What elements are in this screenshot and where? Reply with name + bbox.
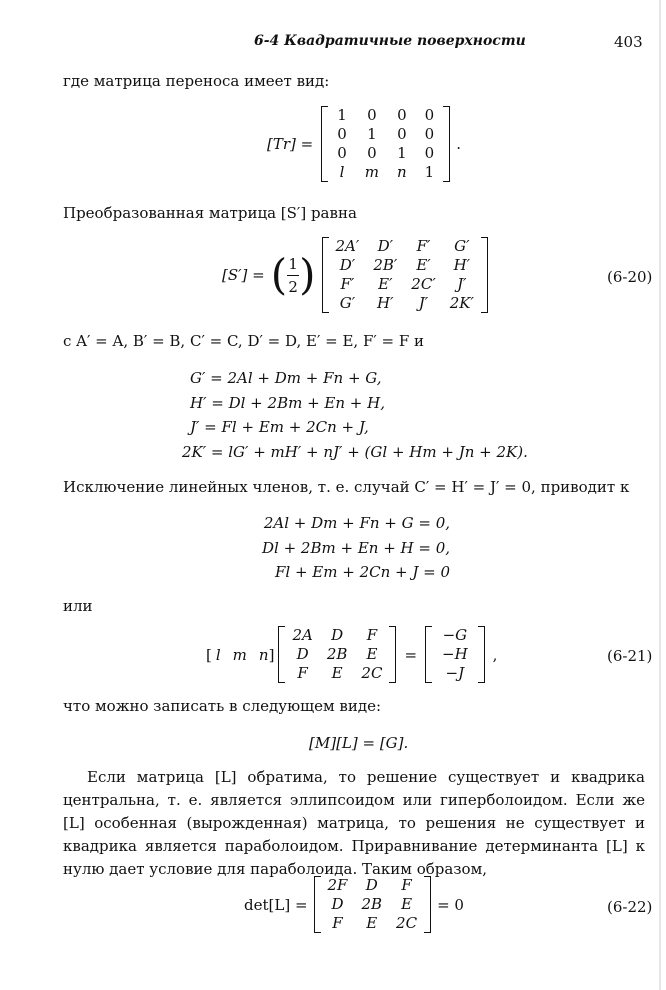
matrix-l-body xyxy=(285,626,389,683)
fraction-numerator: 1 xyxy=(288,254,298,273)
vector-cell: −H xyxy=(442,645,468,663)
matrix-cell: 0 xyxy=(424,106,435,124)
text-equalities: с A′ = A, B′ = B, C′ = C, D′ = D, E′ = E, F′ = F и xyxy=(63,332,425,350)
page-number: 403 xyxy=(614,33,643,51)
left-bracket xyxy=(278,626,285,683)
matrix-cell: 2B xyxy=(361,895,383,913)
matrix-cell: m xyxy=(364,163,379,181)
definition-h-prime: H′ = Dl + 2Bm + En + H, xyxy=(190,393,385,412)
matrix-cell: G′ xyxy=(454,237,470,255)
matrix-cell: F′ xyxy=(340,275,355,293)
right-bracket xyxy=(424,876,431,933)
equals-zero: = 0 xyxy=(437,895,464,914)
matrix-row xyxy=(328,144,443,163)
matrix-cell: E xyxy=(331,664,343,682)
equation-determinant xyxy=(244,876,464,933)
matrix-s-prime-body xyxy=(329,237,481,313)
matrix-row xyxy=(328,125,443,144)
matrix-cell: F xyxy=(401,876,412,894)
text-compact-form-intro: что можно записать в следующем виде: xyxy=(63,697,382,715)
text-transformed-matrix-intro: Преобразованная матрица [S′] равна xyxy=(63,204,357,222)
right-bracket xyxy=(478,626,485,683)
matrix-s-prime xyxy=(322,237,488,313)
matrix-cell: F xyxy=(366,626,378,644)
matrix-row xyxy=(285,626,389,645)
matrix-cell: 1 xyxy=(367,125,377,143)
vector-row xyxy=(432,626,478,645)
matrix-row xyxy=(328,106,443,125)
trailing-comma: , xyxy=(492,645,498,664)
system-line-2: Dl + 2Bm + En + H = 0, xyxy=(262,538,451,557)
matrix-cell: 0 xyxy=(424,125,435,143)
text-exclusion: Исключение линейных членов, т. е. случай C′ = H′ = J′ = 0, приводит к xyxy=(63,478,630,496)
lhs-tr: [Tr] = xyxy=(267,135,314,153)
matrix-cell: 1 xyxy=(337,106,347,124)
matrix-cell: E xyxy=(401,895,413,913)
matrix-cell: 0 xyxy=(367,106,377,124)
paren-close: ) xyxy=(299,250,316,299)
matrix-cell: 1 xyxy=(424,163,435,181)
matrix-cell: F xyxy=(297,664,308,682)
row-vector-m: m xyxy=(232,645,247,664)
vector-rhs xyxy=(425,626,485,683)
vector-row xyxy=(432,645,478,664)
matrix-cell: 2F xyxy=(327,876,348,894)
matrix-row xyxy=(285,645,389,664)
matrix-cell: E′ xyxy=(378,275,393,293)
equation-number-6-21: (6-21) xyxy=(607,647,653,665)
lhs-det: det[L] = xyxy=(244,895,308,914)
matrix-cell: 0 xyxy=(337,125,347,143)
matrix-row xyxy=(329,256,481,275)
text-paraboloid-condition: Если матрица [L] обратима, то решение существует и квадрика центральна, т. е. является эллипсоидом или гиперболоидом. Если же [L] особенная (вырожденная) матрица, то решения не существует и квадрика является параболоидом. Приравнивание детерминанта [L] к нулю дает условие для параболоида. Таким образом, xyxy=(63,768,645,878)
matrix-cell: D xyxy=(331,895,344,913)
definition-g-prime: G′ = 2Al + Dm + Fn + G, xyxy=(190,369,382,387)
fraction-one-half xyxy=(287,255,299,296)
matrix-cell: D′ xyxy=(377,237,394,255)
vector-row xyxy=(432,664,478,683)
matrix-cell: l xyxy=(339,163,345,181)
matrix-cell: 0 xyxy=(397,125,407,143)
matrix-cell: 0 xyxy=(397,106,407,124)
matrix-row xyxy=(321,895,425,914)
running-header: 6-4 Квадратичные поверхности xyxy=(254,33,526,49)
equals-sign: = xyxy=(404,645,418,664)
matrix-cell: 2B′ xyxy=(373,256,398,274)
matrix-l xyxy=(278,626,396,683)
matrix-cell: 0 xyxy=(367,144,377,162)
definition-2k-prime: 2K′ = lG′ + mH′ + nJ′ + (Gl + Hm + Jn + 2K). xyxy=(182,442,528,461)
matrix-row xyxy=(285,664,389,683)
matrix-cell: D xyxy=(365,876,378,894)
matrix-cell: H′ xyxy=(377,294,394,312)
right-bracket xyxy=(481,237,488,313)
system-line-1: 2Al + Dm + Fn + G = 0, xyxy=(263,514,451,532)
matrix-row xyxy=(329,275,481,294)
scan-edge-shadow xyxy=(659,0,661,990)
definition-j-prime: J′ = Fl + Em + 2Cn + J, xyxy=(190,418,369,436)
equation-compact: [M][L] = [G]. xyxy=(309,734,409,752)
fraction-denominator: 2 xyxy=(288,277,298,296)
equation-definitions xyxy=(182,366,528,464)
matrix-cell: 0 xyxy=(337,144,347,162)
right-bracket xyxy=(389,626,396,683)
row-vector-l: l xyxy=(215,645,221,664)
matrix-cell: J′ xyxy=(418,294,429,312)
matrix-cell: 2C xyxy=(396,914,418,932)
equation-number-6-22: (6-22) xyxy=(607,898,653,916)
matrix-cell: D xyxy=(296,645,309,663)
equation-translation-matrix xyxy=(267,106,461,182)
matrix-cell: F′ xyxy=(416,237,431,255)
matrix-row xyxy=(321,914,425,933)
matrix-cell: D′ xyxy=(339,256,356,274)
text-translation-matrix-intro: где матрица переноса имеет вид: xyxy=(63,72,330,90)
trailing-period: . xyxy=(456,135,461,153)
matrix-det xyxy=(314,876,432,933)
equation-transformed-matrix xyxy=(222,237,488,313)
matrix-cell: 2A′ xyxy=(335,237,360,255)
matrix-cell: 2C′ xyxy=(411,275,436,293)
vector-cell: −G xyxy=(442,626,468,644)
matrix-row xyxy=(329,294,481,313)
lhs-s-prime: [S′] = xyxy=(222,266,265,284)
equation-matrix-form: [ l m n ] 2A D F D 2B E F E 2C = −G −H −J , xyxy=(206,626,498,682)
vector-rhs-body xyxy=(432,626,478,683)
matrix-cell: E xyxy=(366,645,378,663)
matrix-cell: G′ xyxy=(339,294,356,312)
matrix-tr xyxy=(321,106,450,182)
text-or: или xyxy=(63,597,93,615)
system-line-3: Fl + Em + 2Cn + J = 0 xyxy=(275,563,451,581)
matrix-cell: n xyxy=(397,163,407,181)
left-bracket xyxy=(322,237,329,313)
matrix-cell: 2B xyxy=(326,645,348,663)
equation-number-6-20: (6-20) xyxy=(607,268,653,286)
matrix-cell: 2K′ xyxy=(449,294,474,312)
fraction-bar xyxy=(287,275,299,276)
left-bracket xyxy=(314,876,321,933)
matrix-tr-body xyxy=(328,106,443,182)
vector-cell: −J xyxy=(445,664,465,682)
matrix-cell: 2C xyxy=(361,664,383,682)
equation-linear-system xyxy=(262,511,450,585)
matrix-cell: F xyxy=(332,914,343,932)
matrix-cell: D xyxy=(331,626,344,644)
left-bracket xyxy=(425,626,432,683)
matrix-row xyxy=(329,237,481,256)
matrix-row xyxy=(321,876,425,895)
matrix-row xyxy=(328,163,443,182)
row-vector-n: n xyxy=(258,645,269,664)
matrix-cell: E xyxy=(366,914,378,932)
matrix-cell: 1 xyxy=(397,144,407,162)
matrix-cell: 0 xyxy=(424,144,435,162)
matrix-cell: E′ xyxy=(416,256,431,274)
matrix-cell: J′ xyxy=(457,275,467,293)
right-bracket xyxy=(443,106,450,182)
matrix-cell: 2A xyxy=(292,626,313,644)
matrix-cell: H′ xyxy=(453,256,471,274)
left-bracket xyxy=(321,106,328,182)
paren-open: ( xyxy=(270,250,288,299)
matrix-det-body xyxy=(321,876,425,933)
